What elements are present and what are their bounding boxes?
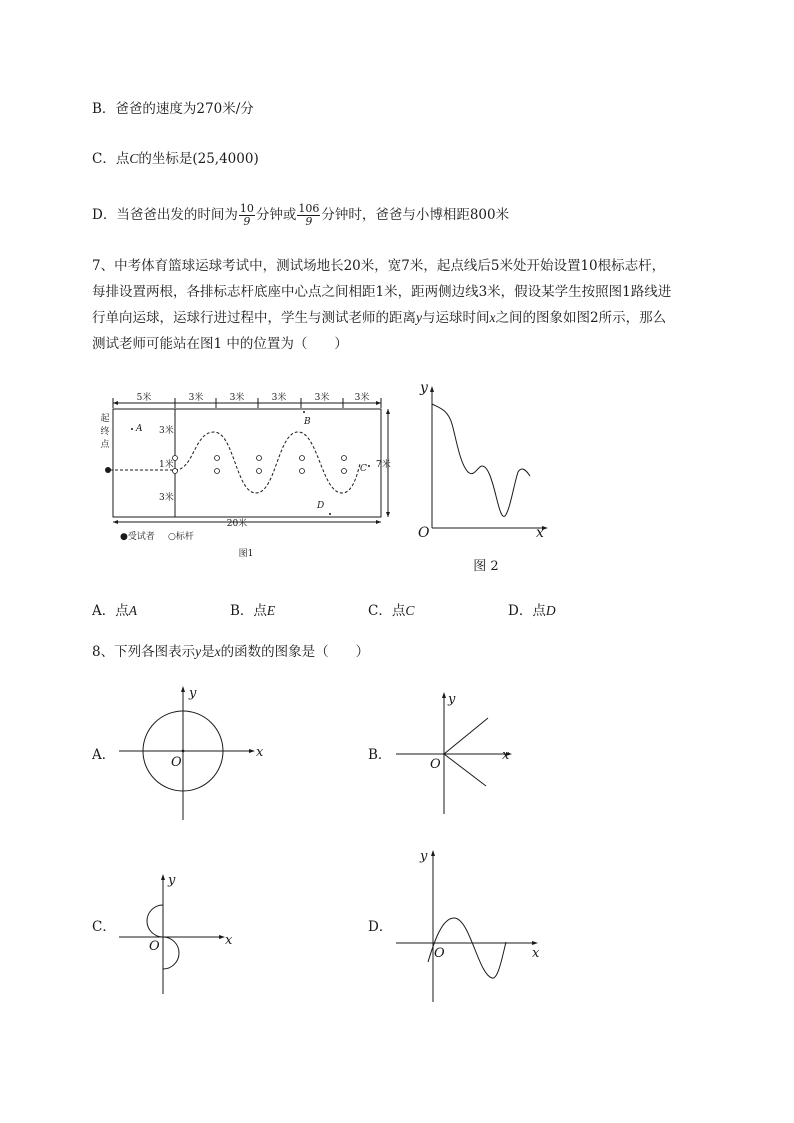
q7-line-1: 7、中考体育篮球运球考试中，测试场地长20米，宽7米，起点线后5米处开始设置10根标志杆， — [92, 258, 666, 274]
dim-right: 7米 — [376, 460, 391, 470]
fig2-y-label: y — [420, 380, 428, 396]
q6-option-d-fraction-2 — [297, 203, 320, 228]
q6-option-d — [92, 198, 509, 232]
dim-top-5: 3米 — [314, 393, 330, 403]
fig1-caption: 图1 — [238, 549, 254, 559]
q8-stem-c: 的函数的图象是（ ） — [220, 644, 370, 660]
ray-lower — [444, 754, 486, 786]
dim-3m-lower: 3米 — [159, 493, 174, 503]
graph-d-origin: O — [434, 946, 445, 961]
start-label-char-1: 起 — [100, 414, 110, 424]
q8-stem-b: 是 — [201, 644, 215, 660]
fraction-numerator: 106 — [298, 202, 320, 215]
pole — [257, 469, 262, 474]
q8-option-d-label: D． — [368, 919, 393, 935]
q7-line-3-b: 与运球时间 — [422, 310, 490, 326]
point-c-label: C — [360, 464, 367, 474]
graph-d-x: x — [532, 946, 540, 961]
pole-markers — [173, 456, 347, 474]
q8-stem — [92, 643, 369, 661]
q8-graph-c — [115, 870, 245, 1010]
q8-graph-b — [390, 688, 520, 818]
q7-line-3-a: 行单向运球，运球行进过程中，学生与测试老师的距离 — [92, 310, 416, 326]
q7-option-d — [508, 602, 556, 620]
dim-1m: 1米 — [159, 460, 174, 470]
q6-option-d-suffix: 分钟时，爸爸与小博相距800米 — [321, 207, 510, 223]
graph-b-origin: O — [430, 757, 441, 772]
dim-top-6: 3米 — [354, 393, 370, 403]
q8-stem-a: 8、下列各图表示 — [92, 644, 196, 660]
q6-option-c-var: C — [129, 151, 139, 166]
ray-upper — [444, 718, 488, 754]
point-a-label: A — [136, 424, 143, 434]
graph-a-y: y — [189, 686, 197, 701]
point-b-dot — [303, 411, 305, 413]
q7-option-var: A — [128, 603, 137, 618]
q7-var-y: y — [416, 310, 422, 325]
pole — [257, 456, 262, 461]
pole — [342, 469, 347, 474]
q7-line-3-c: 之间的图象如图2所示，那么 — [495, 310, 667, 326]
point-b-label: B — [304, 417, 311, 427]
q6-option-d-prefix: D．当爸爸出发的时间为 — [92, 207, 238, 223]
pole — [300, 469, 305, 474]
q7-var-x: x — [489, 310, 496, 325]
graph-d-y: y — [420, 849, 428, 864]
pole — [342, 456, 347, 461]
q7-option-label: D．点 — [508, 603, 546, 619]
q7-line-3 — [92, 305, 732, 331]
graph-a-origin: O — [171, 755, 182, 770]
q6-option-c — [92, 150, 259, 168]
pole — [215, 469, 220, 474]
q6-option-d-mid: 分钟或 — [255, 207, 297, 223]
q7-option-c — [368, 602, 414, 620]
q8-var-y: y — [195, 644, 202, 659]
half-circle-lower-right — [163, 937, 179, 969]
dim-bottom: 20米 — [226, 519, 248, 529]
point-d-dot — [329, 513, 331, 515]
subject-start-dot — [105, 467, 111, 473]
fraction-denominator: 9 — [243, 215, 251, 228]
q7-option-b — [230, 602, 275, 620]
graph-c-y: y — [168, 873, 176, 888]
point-c-dot — [368, 465, 370, 467]
q7-line-2: 每排设置两根，各排标志杆底座中心点之间相距1米，距两侧边线3米，假设某学生按照图1路线进 — [92, 284, 672, 300]
graph-c-origin: O — [149, 939, 160, 954]
q6-option-b: B．爸爸的速度为270米/分 — [92, 101, 254, 117]
q6-option-c-suffix: 的坐标是(25,4000) — [138, 151, 259, 167]
fig2-x-label: x — [536, 525, 544, 541]
point-d-label: D — [317, 501, 325, 511]
distance-curve — [432, 404, 530, 516]
graph-b-x: x — [502, 748, 510, 763]
pole — [215, 456, 220, 461]
q8-graph-a — [115, 682, 275, 827]
point-a-dot — [131, 428, 133, 430]
legend-subject: ●受试者 — [120, 532, 155, 542]
fig2-caption: 图 2 — [473, 559, 499, 574]
graph-b-y: y — [448, 692, 456, 707]
q8-option-c-label: C． — [92, 919, 116, 935]
q8-option-a-label: A． — [92, 747, 116, 763]
start-label-char-2: 终 — [100, 427, 110, 437]
half-circle-upper-left — [147, 905, 163, 937]
q7-line-4: 测试老师可能站在图1 中的位置为（ ） — [92, 336, 348, 352]
graph-a-x: x — [256, 745, 264, 760]
q7-stem — [92, 253, 732, 357]
q8-option-b-label: B． — [368, 747, 392, 763]
dim-top-1: 5米 — [136, 393, 152, 403]
q8-var-x: x — [214, 644, 221, 659]
q7-option-label: B．点 — [230, 603, 267, 619]
q7-option-label: C．点 — [368, 603, 406, 619]
q6-option-c-prefix: C．点 — [92, 151, 130, 167]
q7-option-a — [92, 602, 137, 620]
q6-option-d-fraction-1 — [239, 203, 255, 228]
start-label-char-3: 点 — [100, 440, 110, 450]
q7-figure-1 — [96, 388, 396, 568]
fraction-numerator: 10 — [239, 202, 254, 215]
fig2-origin: O — [418, 525, 430, 541]
q7-option-label: A．点 — [92, 603, 129, 619]
field-rectangle — [113, 409, 381, 517]
graph-c-x: x — [225, 933, 233, 948]
q7-figure-2 — [410, 380, 560, 580]
q7-option-var: C — [405, 603, 415, 618]
pole — [300, 456, 305, 461]
q7-option-var: E — [266, 603, 276, 618]
route-path — [110, 432, 360, 493]
q7-option-var: D — [545, 603, 556, 618]
legend-pole: ○标杆 — [168, 532, 194, 542]
dim-3m-upper: 3米 — [159, 426, 174, 436]
dim-top-4: 3米 — [271, 393, 287, 403]
dim-top-3: 3米 — [229, 393, 245, 403]
fraction-denominator: 9 — [305, 215, 313, 228]
q8-graph-d — [390, 846, 550, 1006]
dim-top-2: 3米 — [188, 393, 204, 403]
